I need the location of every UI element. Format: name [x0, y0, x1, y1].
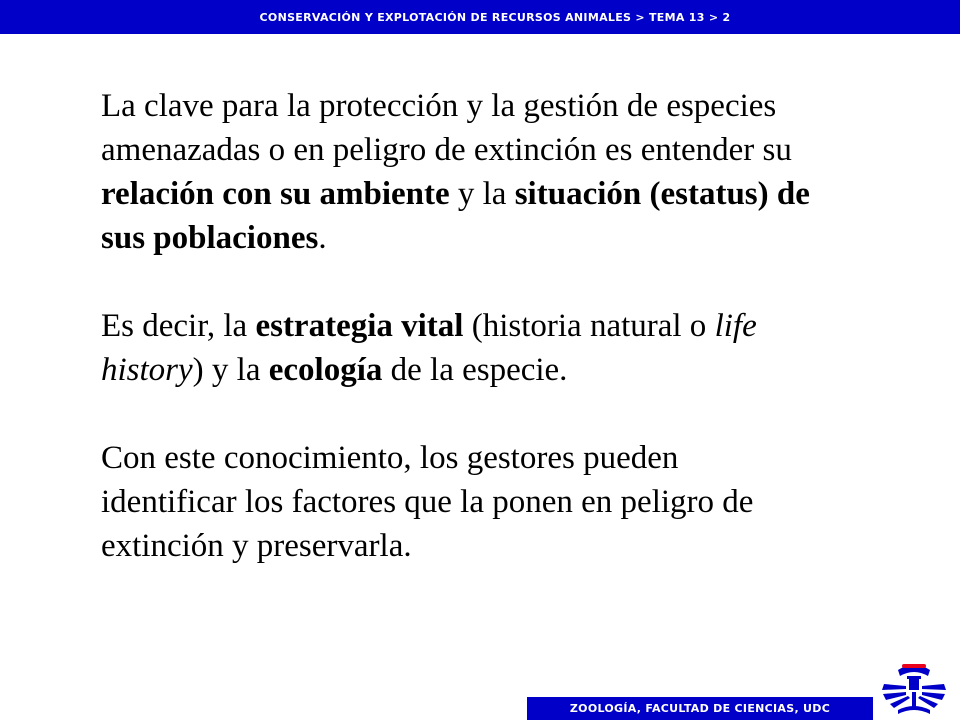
bold-text: ecología [268, 352, 383, 388]
text-run: y la [449, 176, 515, 212]
university-seal-icon [878, 656, 950, 718]
bold-text: situación (estatus) de sus poblaciones [101, 176, 810, 256]
text-run: (historia natural o [463, 308, 715, 344]
text-run: La clave para la protección y la gestión de especies amenazadas o en peligro de extinción es entender su [101, 88, 792, 168]
italic-text: life history [101, 308, 757, 388]
footer-bar [527, 697, 873, 720]
text-run: . [318, 220, 327, 256]
paragraph-2 [101, 304, 821, 392]
text-run: Es decir, la [101, 308, 256, 344]
breadcrumb: CONSERVACIÓN Y EXPLOTACIÓN DE RECURSOS ANIMALES > TEMA 13 > 2 [259, 10, 731, 24]
text-run: ) y la [192, 352, 269, 388]
text-run: de la especie. [382, 352, 568, 388]
header-bar [0, 0, 960, 34]
bold-text: estrategia vital [255, 308, 464, 344]
paragraph-1 [101, 84, 821, 260]
footer-credit: ZOOLOGÍA, FACULTAD DE CIENCIAS, UDC [569, 702, 831, 715]
text-run: Con este conocimiento, los gestores pueden identificar los factores que la ponen en peligro de extinción y preservarla. [101, 440, 754, 564]
slide-body [101, 84, 821, 568]
paragraph-3 [101, 436, 821, 568]
bold-text: relación con su ambiente [101, 176, 450, 212]
